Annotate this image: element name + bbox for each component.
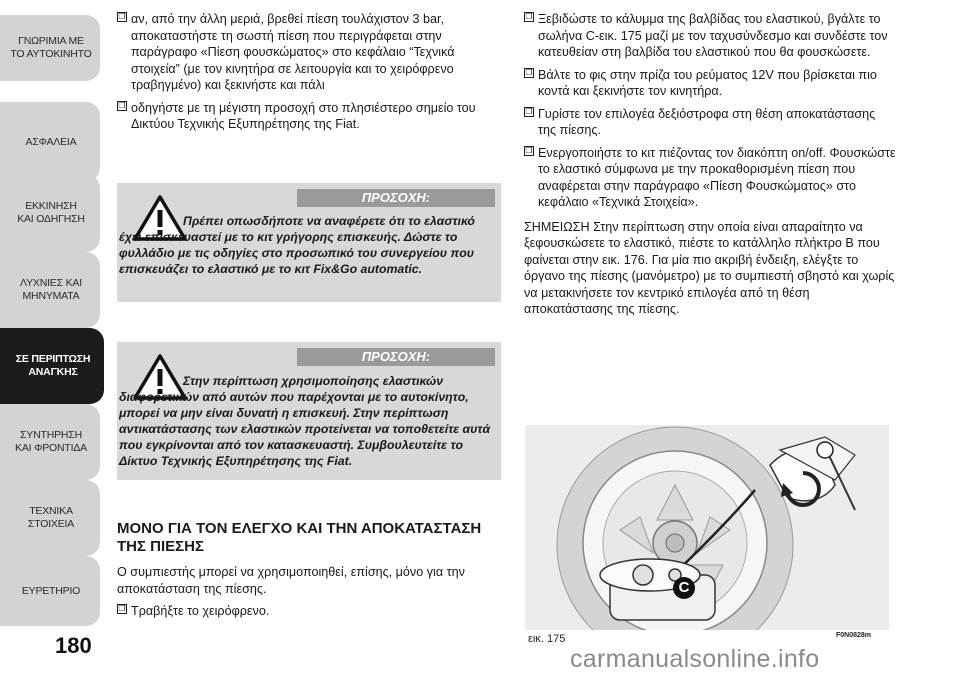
checkbox-bullet-icon: ❐	[525, 12, 533, 21]
checkbox-bullet-icon: ❐	[118, 604, 126, 613]
list-item	[524, 106, 896, 139]
list-item	[524, 11, 896, 61]
figure-code: F0N0828m	[836, 632, 872, 639]
right-column	[524, 11, 896, 324]
list-item-text: Γυρίστε τον επιλογέα δεξιόστροφα στη θέση αποκατάστασης της πίεσης.	[538, 106, 876, 137]
page-number: 180	[55, 633, 92, 658]
checkbox-bullet-icon: ❐	[118, 100, 126, 110]
left-column-bottom	[117, 564, 501, 626]
caution-header: ΠΡΟΣΟΧΗ:	[297, 348, 495, 366]
list-item	[117, 100, 501, 133]
list-item	[524, 145, 896, 211]
list-item	[117, 603, 501, 620]
intro-paragraph: Ο συμπιεστής μπορεί να χρησιμοποιηθεί, επίσης, μόνο για την αποκατάσταση της πίεσης.	[117, 565, 465, 596]
tyre-compressor-illustration	[525, 425, 889, 630]
left-column-top	[117, 11, 501, 139]
callout-c-label: C	[673, 577, 695, 599]
tab-maintenance[interactable]: ΣΥΝΤΗΡΗΣΗ ΚΑΙ ΦΡΟΝΤΙΔΑ	[0, 404, 100, 480]
tab-warning-lights[interactable]: ΛΥΧΝΙΕΣ ΚΑΙ ΜΗΝΥΜΑΤΑ	[0, 252, 100, 328]
tab-getting-to-know[interactable]: ΓΝΩΡΙΜΙΑ ΜΕ ΤΟ ΑΥΤΟΚΙΝΗΤΟ	[0, 15, 100, 81]
watermark: carmanualsonline.info	[570, 645, 820, 673]
list-item	[117, 11, 501, 94]
list-item-text: Ενεργοποιήστε το κιτ πιέζοντας τον διακόπτη on/off. Φουσκώστε το ελαστικό σύμφωνα με την προκαθορισμένη πίεση που αναφέρεται στην παράγραφο «Πίεση Φουσκώματος» στο κεφάλαιο «Τεχνικά Στοιχεία».	[538, 145, 896, 209]
tab-technical-data[interactable]: ΤΕΧΝΙΚΑ ΣΤΟΙΧΕΙΑ	[0, 480, 100, 556]
list-item-text: αν, από την άλλη μεριά, βρεθεί πίεση τουλάχιστον 3 bar, αποκαταστήστε τη σωστή πίεση που περιγράφεται στην παράγραφο «Πίεση φουσκώματος» στο κεφάλαιο “Τεχνικά στοιχεία” (με τον κινητήρα σε λειτουργία και το χειρόφρενο τραβηγμένο) και ξεκινήστε και πάλι	[131, 12, 455, 92]
list-item	[524, 67, 896, 100]
checkbox-bullet-icon: ❐	[525, 145, 533, 155]
caution-box-1	[117, 183, 501, 302]
tab-emergency[interactable]: ΣΕ ΠΕΡΙΠΤΩΣΗ ΑΝΑΓΚΗΣ	[0, 328, 104, 404]
list-item-text: Ξεβιδώστε το κάλυμμα της βαλβίδας του ελαστικού, βγάλτε το σωλήνα C-εικ. 175 μαζί με τον ταχυσύνδεσμο και συνδέστε τον κατευθείαν στη βαλβίδα του ελαστικού που θα φουσκώσετε.	[538, 12, 888, 59]
tab-starting-driving[interactable]: ΕΚΚΙΝΗΣΗ ΚΑΙ ΟΔΗΓΗΣΗ	[0, 174, 100, 252]
note-paragraph: ΣΗΜΕΙΩΣΗ Στην περίπτωση στην οποία είναι απαραίτητο να ξεφουσκώσετε το ελαστικό, πιέστε το κατάλληλο πλήκτρο B που φαίνεται στην εικ. 176. Για μία πιο ακριβή ένδειξη, ελέγξτε το όργανο της πίεσης (μανόμετρο) με το συμπιεστή σβηστό και χωρίς να μετακινήσετε τον κεντρικό επιλογέα από τη θέση αποκατάστασης της πίεσης.	[524, 219, 895, 316]
caution-text: Πρέπει οπωσδήποτε να αναφέρετε ότι το ελαστικό έχει επισκευαστεί με το κιτ γρήγορης επισκευής. Δώστε το φυλλάδιο με τις οδηγίες στο προσωπικό του συνεργείου που επισκευάζει το ελαστικό με το κιτ Fix&Go automatic.	[119, 214, 475, 276]
checkbox-bullet-icon: ❐	[118, 12, 126, 21]
figure-175	[525, 425, 889, 630]
list-item-text: Τραβήξτε το χειρόφρενο.	[131, 604, 270, 618]
checkbox-bullet-icon: ❐	[525, 106, 533, 116]
figure-caption: εικ. 175	[528, 633, 566, 645]
section-heading: ΜΟΝΟ ΓΙΑ ΤΟΝ ΕΛΕΓΧΟ ΚΑΙ ΤΗΝ ΑΠΟΚΑΤΑΣΤΑΣΗ ΤΗΣ ΠΙΕΣΗΣ	[117, 520, 482, 555]
checkbox-bullet-icon: ❐	[525, 67, 533, 77]
caution-text: Στην περίπτωση χρησιμοποίησης ελαστικών διαφορετικών από αυτών που παρέχονται με το αυτοκίνητο, μπορεί να μην είναι δυνατή η επισκευή. Στην περίπτωση αντικατάστασης των ελαστικών προτείνεται να τοποθετείτε αυτά που εγκρίνονται από τον κατασκευαστή. Συμβουλευτείτε το Δίκτυο Τεχνικής Εξυπηρέτησης της Fiat.	[119, 374, 491, 468]
tab-safety[interactable]: ΑΣΦΑΛΕΙΑ	[0, 102, 100, 182]
list-item-text: οδηγήστε με τη μέγιστη προσοχή στο πλησιέστερο σημείο του Δικτύου Τεχνικής Εξυπηρέτησης της Fiat.	[131, 100, 476, 131]
caution-box-2	[117, 342, 501, 480]
caution-header: ΠΡΟΣΟΧΗ:	[297, 189, 495, 207]
tab-index[interactable]: ΕΥΡΕΤΗΡΙΟ	[0, 556, 100, 626]
list-item-text: Βάλτε το φις στην πρίζα του ρεύματος 12V που βρίσκεται πιο κοντά και ξεκινήστε τον κινητήρα.	[538, 67, 877, 98]
